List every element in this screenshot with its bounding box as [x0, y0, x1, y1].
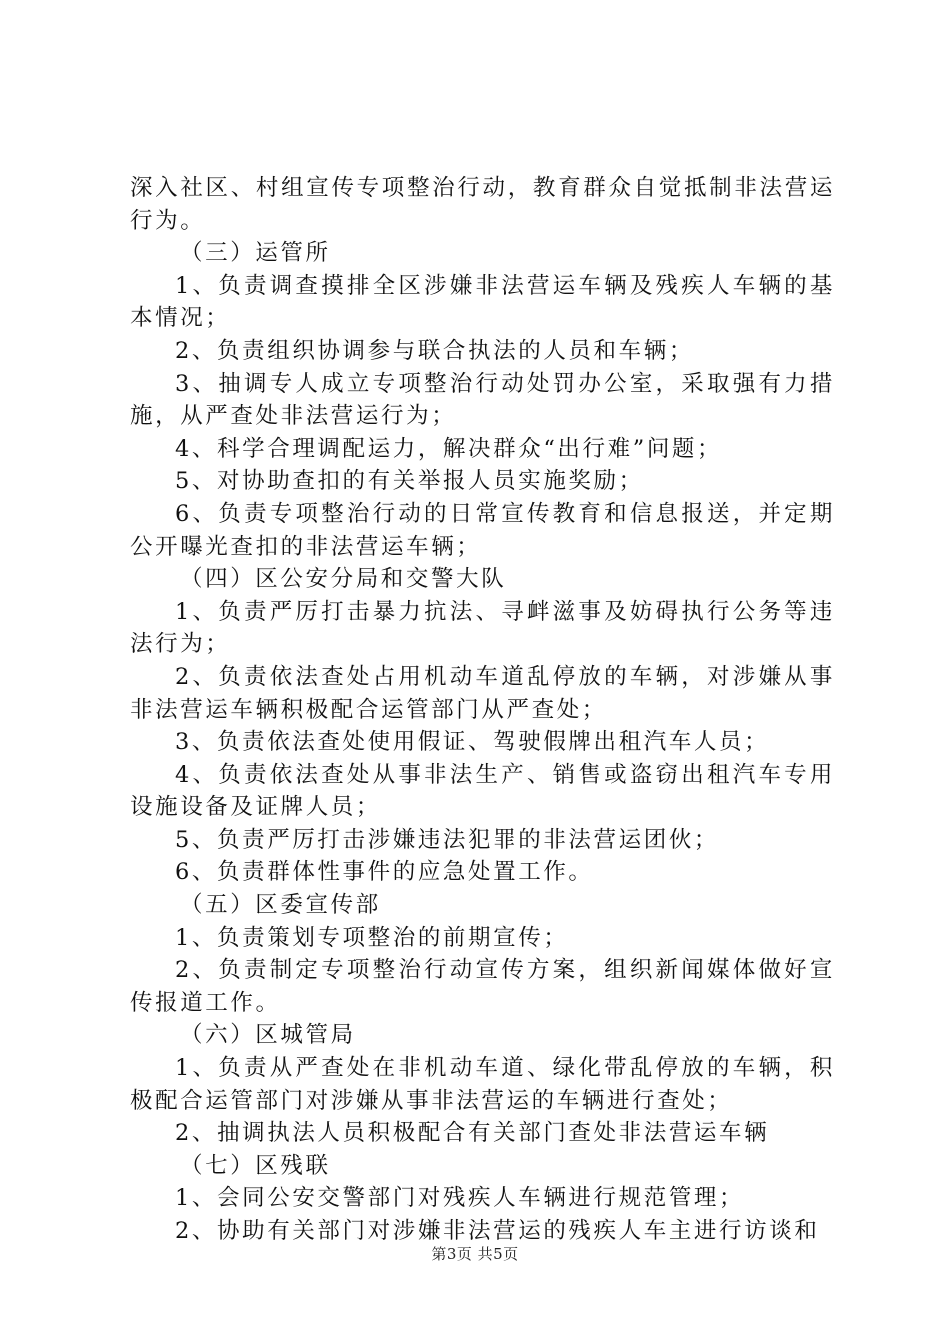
list-item: 1、负责策划专项整治的前期宣传； — [175, 924, 569, 951]
list-item: 1、会同公安交警部门对残疾人车辆进行规范管理； — [175, 1185, 745, 1212]
page-number: 第3页 共5页 — [431, 1245, 519, 1263]
list-item: 1、负责严厉打击暴力抗法、寻衅滋事及妨碍执行公务等违法行为； — [130, 598, 835, 658]
section-heading: （四）区公安分局和交警大队 — [180, 566, 507, 593]
list-item: 6、负责群体性事件的应急处置工作。 — [175, 859, 594, 886]
list-item: 4、负责依法查处从事非法生产、销售或盗窃出租汽车专用设施设备及证牌人员； — [130, 761, 835, 821]
document-body — [130, 172, 835, 1248]
section-heading: （五）区委宣传部 — [180, 892, 381, 919]
list-item: 3、负责依法查处使用假证、驾驶假牌出租汽车人员； — [175, 729, 770, 756]
list-item: 5、负责严厉打击涉嫌违法犯罪的非法营运团伙； — [175, 826, 720, 853]
list-item: 2、负责制定专项整治行动宣传方案，组织新闻媒体做好宣传报道工作。 — [130, 957, 835, 1016]
list-item: 6、负责专项整治行动的日常宣传教育和信息报送，并定期公开曝光查扣的非法营运车辆； — [130, 500, 835, 560]
list-item: 2、抽调执法人员积极配合有关部门查处非法营运车辆 — [175, 1120, 770, 1147]
section-heading: （七）区残联 — [180, 1152, 331, 1179]
list-item: 2、负责依法查处占用机动车道乱停放的车辆，对涉嫌从事非法营运车辆积极配合运管部门从严查处； — [130, 663, 835, 723]
list-item: 1、负责调查摸排全区涉嫌非法营运车辆及残疾人车辆的基本情况； — [130, 272, 835, 332]
section-heading: （三）运管所 — [180, 240, 331, 267]
list-item: 3、抽调专人成立专项整治行动处罚办公室，采取强有力措施，从严查处非法营运行为； — [130, 370, 835, 430]
list-item: 5、对协助查扣的有关举报人员实施奖励； — [175, 468, 644, 495]
section-heading: （六）区城管局 — [180, 1022, 356, 1049]
paragraph: 深入社区、村组宣传专项整治行动，教育群众自觉抵制非法营运行为。 — [130, 175, 835, 234]
list-item: 1、负责从严查处在非机动车道、绿化带乱停放的车辆，积极配合运管部门对涉嫌从事非法营运的车辆进行查处； — [130, 1055, 835, 1114]
list-item: 4、科学合理调配运力，解决群众“出行难”问题； — [175, 435, 723, 462]
list-item: 2、负责组织协调参与联合执法的人员和车辆； — [175, 337, 694, 364]
list-item: 2、协助有关部门对涉嫌非法营运的残疾人车主进行访谈和 — [175, 1218, 820, 1244]
